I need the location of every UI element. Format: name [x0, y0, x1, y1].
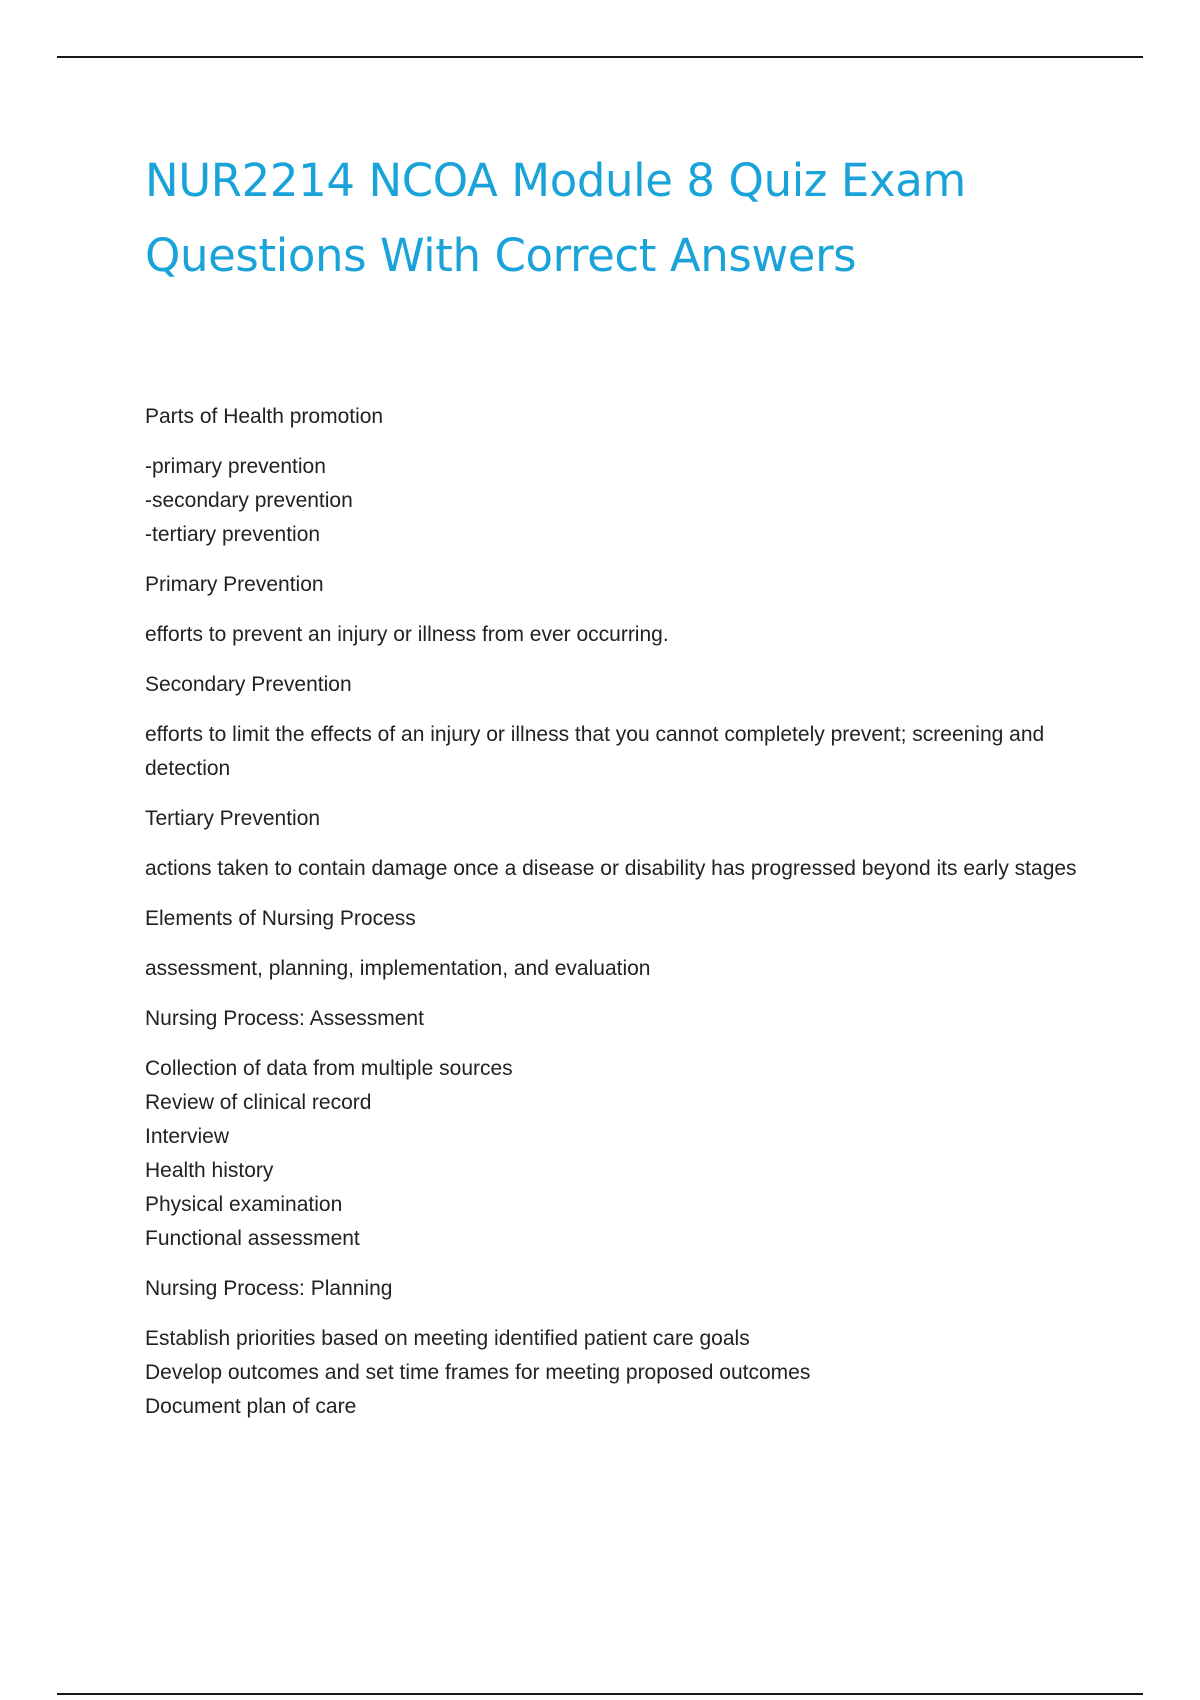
qa-item: [145, 400, 1095, 552]
answer-line: Health history: [145, 1159, 274, 1182]
qa-item: [145, 902, 1095, 986]
document-title: NUR2214 NCOA Module 8 Quiz Exam Questions With Correct Answers: [145, 154, 966, 282]
question-text: Secondary Prevention: [145, 673, 352, 696]
answer-line: assessment, planning, implementation, and evaluation: [145, 957, 651, 980]
answer-block: [145, 1052, 1095, 1256]
answer-line: Functional assessment: [145, 1227, 360, 1250]
qa-item: [145, 668, 1095, 786]
question-text: Parts of Health promotion: [145, 405, 384, 428]
question-text: Primary Prevention: [145, 573, 324, 596]
answer-block: [145, 852, 1095, 886]
answer-line: Establish priorities based on meeting identified patient care goals: [145, 1327, 750, 1350]
answer-line: -tertiary prevention: [145, 523, 321, 546]
answer-line: Physical examination: [145, 1193, 343, 1216]
answer-line: efforts to limit the effects of an injury or illness that you cannot completely prevent; screening and detection: [145, 723, 1045, 780]
answer-line: Collection of data from multiple sources: [145, 1057, 513, 1080]
answer-block: [145, 450, 1095, 552]
answer-line: actions taken to contain damage once a disease or disability has progressed beyond its early stages: [145, 857, 1077, 880]
answer-line: -secondary prevention: [145, 489, 353, 512]
answer-block: [145, 618, 1095, 652]
answer-block: [145, 1322, 1095, 1424]
answer-line: efforts to prevent an injury or illness from ever occurring.: [145, 623, 669, 646]
qa-list: [145, 400, 1095, 1440]
qa-item: [145, 1272, 1095, 1424]
answer-line: Document plan of care: [145, 1395, 357, 1418]
qa-item: [145, 1002, 1095, 1256]
answer-block: [145, 718, 1095, 786]
question-text: Nursing Process: Planning: [145, 1277, 393, 1300]
question-text: Elements of Nursing Process: [145, 907, 416, 930]
qa-item: [145, 802, 1095, 886]
question-text: Tertiary Prevention: [145, 807, 321, 830]
qa-item: [145, 568, 1095, 652]
bottom-divider: [57, 1693, 1143, 1695]
answer-block: [145, 952, 1095, 986]
top-divider: [57, 56, 1143, 58]
question-text: Nursing Process: Assessment: [145, 1007, 424, 1030]
answer-line: -primary prevention: [145, 455, 326, 478]
answer-line: Develop outcomes and set time frames for meeting proposed outcomes: [145, 1361, 811, 1384]
answer-line: Interview: [145, 1125, 230, 1148]
answer-line: Review of clinical record: [145, 1091, 372, 1114]
